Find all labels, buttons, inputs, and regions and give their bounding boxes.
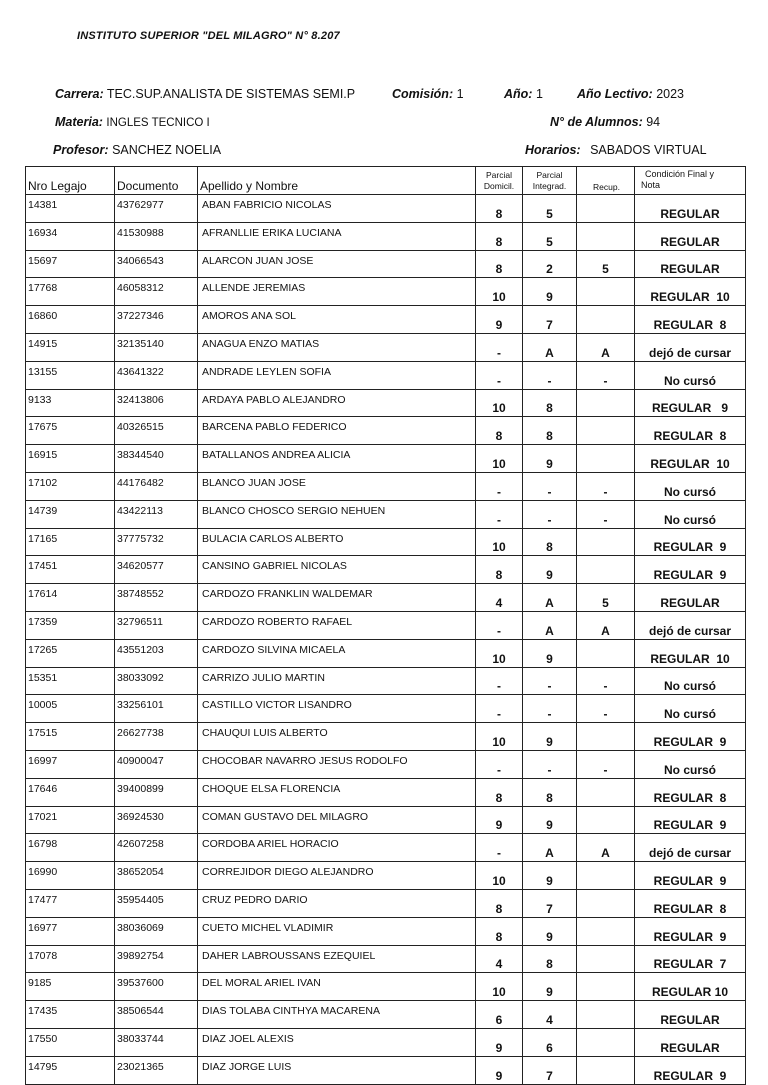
documento-cell: 43641322: [115, 361, 198, 389]
table-row: [26, 556, 746, 584]
nombre-cell: ANDRADE LEYLEN SOFIA: [198, 361, 476, 389]
parcial-integrad-cell: -: [523, 695, 577, 723]
recup-cell: [577, 639, 635, 667]
nombre-cell: CARRIZO JULIO MARTIN: [198, 667, 476, 695]
nombre-cell: ALARCON JUAN JOSE: [198, 250, 476, 278]
nombre-cell: AFRANLLIE ERIKA LUCIANA: [198, 222, 476, 250]
legajo-cell: 17768: [26, 278, 115, 306]
condicion-cell: No cursó: [635, 750, 746, 778]
table-row: [26, 639, 746, 667]
nombre-cell: BLANCO JUAN JOSE: [198, 472, 476, 500]
table-row: [26, 445, 746, 473]
recup-cell: A: [577, 333, 635, 361]
documento-cell: 40326515: [115, 417, 198, 445]
legajo-cell: 16798: [26, 834, 115, 862]
recup-cell: [577, 445, 635, 473]
legajo-cell: 17675: [26, 417, 115, 445]
nombre-cell: CANSINO GABRIEL NICOLAS: [198, 556, 476, 584]
nombre-cell: AMOROS ANA SOL: [198, 306, 476, 334]
col-header-parcial-integrad: Parcial Integrad.: [523, 167, 577, 195]
recup-cell: [577, 222, 635, 250]
legajo-cell: 17614: [26, 584, 115, 612]
parcial-domicil-cell: -: [476, 361, 523, 389]
lectivo-label: Año Lectivo:: [577, 87, 653, 101]
documento-cell: 38748552: [115, 584, 198, 612]
condicion-cell: REGULAR 10: [635, 639, 746, 667]
nombre-cell: BATALLANOS ANDREA ALICIA: [198, 445, 476, 473]
parcial-integrad-cell: -: [523, 667, 577, 695]
table-row: [26, 278, 746, 306]
col-header-condicion: Condición Final y Nota: [635, 167, 746, 195]
table-row: [26, 250, 746, 278]
table-row: [26, 500, 746, 528]
table-row: [26, 889, 746, 917]
recup-cell: [577, 389, 635, 417]
legajo-cell: 17646: [26, 778, 115, 806]
parcial-domicil-cell: 8: [476, 222, 523, 250]
legajo-cell: 17451: [26, 556, 115, 584]
condicion-cell: REGULAR 9: [635, 806, 746, 834]
documento-cell: 39892754: [115, 945, 198, 973]
recup-cell: [577, 1001, 635, 1029]
table-row: [26, 723, 746, 751]
recup-cell: -: [577, 695, 635, 723]
legajo-cell: 17265: [26, 639, 115, 667]
condicion-cell: REGULAR: [635, 1001, 746, 1029]
condicion-cell: dejó de cursar: [635, 834, 746, 862]
nombre-cell: CHOCOBAR NAVARRO JESUS RODOLFO: [198, 750, 476, 778]
profesor-field: [53, 143, 221, 157]
table-row: [26, 945, 746, 973]
carrera-value: TEC.SUP.ANALISTA DE SISTEMAS SEMI.P: [106, 87, 356, 101]
condicion-cell: REGULAR 9: [635, 862, 746, 890]
documento-cell: 26627738: [115, 723, 198, 751]
condicion-cell: REGULAR 8: [635, 889, 746, 917]
lectivo-value: 2023: [656, 87, 684, 101]
parcial-integrad-cell: 9: [523, 862, 577, 890]
nombre-cell: CARDOZO SILVINA MICAELA: [198, 639, 476, 667]
recup-cell: [577, 195, 635, 223]
table-row: [26, 750, 746, 778]
parcial-domicil-cell: 10: [476, 278, 523, 306]
legajo-cell: 17102: [26, 472, 115, 500]
parcial-integrad-cell: 7: [523, 889, 577, 917]
documento-cell: 38344540: [115, 445, 198, 473]
documento-cell: 41530988: [115, 222, 198, 250]
condicion-cell: REGULAR 7: [635, 945, 746, 973]
condicion-cell: REGULAR 8: [635, 778, 746, 806]
table-row: [26, 611, 746, 639]
documento-cell: 38036069: [115, 917, 198, 945]
condicion-cell: REGULAR 10: [635, 445, 746, 473]
parcial-integrad-cell: -: [523, 361, 577, 389]
parcial-integrad-cell: 8: [523, 389, 577, 417]
legajo-cell: 16977: [26, 917, 115, 945]
parcial-domicil-cell: 8: [476, 417, 523, 445]
parcial-domicil-cell: 8: [476, 917, 523, 945]
table-row: [26, 1056, 746, 1084]
recup-cell: [577, 417, 635, 445]
legajo-cell: 16990: [26, 862, 115, 890]
documento-cell: 37227346: [115, 306, 198, 334]
alumnos-field: [550, 115, 660, 129]
nombre-cell: DIAZ JOEL ALEXIS: [198, 1028, 476, 1056]
recup-cell: [577, 278, 635, 306]
documento-cell: 32135140: [115, 333, 198, 361]
parcial-integrad-cell: 2: [523, 250, 577, 278]
documento-cell: 35954405: [115, 889, 198, 917]
parcial-domicil-cell: 8: [476, 250, 523, 278]
parcial-integrad-cell: 9: [523, 723, 577, 751]
condicion-cell: dejó de cursar: [635, 611, 746, 639]
condicion-cell: No cursó: [635, 667, 746, 695]
nombre-cell: BLANCO CHOSCO SERGIO NEHUEN: [198, 500, 476, 528]
legajo-cell: 15697: [26, 250, 115, 278]
parcial-domicil-cell: -: [476, 500, 523, 528]
students-table: [25, 166, 746, 1085]
condicion-cell: REGULAR 9: [635, 528, 746, 556]
nombre-cell: CARDOZO ROBERTO RAFAEL: [198, 611, 476, 639]
legajo-cell: 17515: [26, 723, 115, 751]
recup-cell: A: [577, 611, 635, 639]
recup-cell: -: [577, 472, 635, 500]
condicion-cell: REGULAR 9: [635, 1056, 746, 1084]
parcial-integrad-cell: -: [523, 472, 577, 500]
nombre-cell: CHOQUE ELSA FLORENCIA: [198, 778, 476, 806]
condicion-cell: REGULAR 9: [635, 389, 746, 417]
recup-cell: [577, 945, 635, 973]
recup-cell: [577, 528, 635, 556]
legajo-cell: 16997: [26, 750, 115, 778]
condicion-cell: REGULAR 8: [635, 306, 746, 334]
parcial-domicil-cell: 8: [476, 778, 523, 806]
table-row: [26, 806, 746, 834]
table-row: [26, 667, 746, 695]
nombre-cell: CASTILLO VICTOR LISANDRO: [198, 695, 476, 723]
table-row: [26, 834, 746, 862]
table-row: [26, 417, 746, 445]
table-row: [26, 973, 746, 1001]
documento-cell: 23021365: [115, 1056, 198, 1084]
recup-cell: -: [577, 750, 635, 778]
nombre-cell: BARCENA PABLO FEDERICO: [198, 417, 476, 445]
parcial-domicil-cell: -: [476, 834, 523, 862]
parcial-integrad-cell: 9: [523, 556, 577, 584]
parcial-domicil-cell: 10: [476, 528, 523, 556]
parcial-domicil-cell: 4: [476, 945, 523, 973]
table-row: [26, 389, 746, 417]
parcial-domicil-cell: -: [476, 333, 523, 361]
documento-cell: 43551203: [115, 639, 198, 667]
documento-cell: 32413806: [115, 389, 198, 417]
documento-cell: 38506544: [115, 1001, 198, 1029]
documento-cell: 38652054: [115, 862, 198, 890]
table-row: [26, 862, 746, 890]
legajo-cell: 17477: [26, 889, 115, 917]
col-header-parcial-domicil: Parcial Domicil.: [476, 167, 523, 195]
recup-cell: [577, 862, 635, 890]
parcial-integrad-cell: 4: [523, 1001, 577, 1029]
parcial-domicil-cell: 10: [476, 862, 523, 890]
documento-cell: 43422113: [115, 500, 198, 528]
recup-cell: A: [577, 834, 635, 862]
parcial-domicil-cell: 9: [476, 1028, 523, 1056]
materia-value: INGLES TECNICO I: [106, 117, 210, 129]
parcial-integrad-cell: 8: [523, 528, 577, 556]
table-row: [26, 333, 746, 361]
parcial-integrad-cell: 6: [523, 1028, 577, 1056]
legajo-cell: 13155: [26, 361, 115, 389]
recup-cell: -: [577, 667, 635, 695]
parcial-domicil-cell: 10: [476, 639, 523, 667]
documento-cell: 46058312: [115, 278, 198, 306]
legajo-cell: 14915: [26, 333, 115, 361]
parcial-integrad-cell: -: [523, 500, 577, 528]
table-row: [26, 917, 746, 945]
documento-cell: 34066543: [115, 250, 198, 278]
parcial-integrad-cell: 7: [523, 1056, 577, 1084]
horarios-label: Horarios:: [525, 143, 581, 157]
materia-label: Materia:: [55, 115, 103, 129]
table-row: [26, 1028, 746, 1056]
recup-cell: [577, 723, 635, 751]
recup-cell: [577, 778, 635, 806]
comision-field: [392, 87, 464, 101]
recup-cell: 5: [577, 250, 635, 278]
nombre-cell: BULACIA CARLOS ALBERTO: [198, 528, 476, 556]
documento-cell: 44176482: [115, 472, 198, 500]
condicion-cell: REGULAR 10: [635, 973, 746, 1001]
nombre-cell: DIAS TOLABA CINTHYA MACARENA: [198, 1001, 476, 1029]
table-row: [26, 222, 746, 250]
nombre-cell: CUETO MICHEL VLADIMIR: [198, 917, 476, 945]
profesor-label: Profesor:: [53, 143, 109, 157]
condicion-cell: REGULAR: [635, 1028, 746, 1056]
documento-cell: 32796511: [115, 611, 198, 639]
nombre-cell: CRUZ PEDRO DARIO: [198, 889, 476, 917]
parcial-integrad-cell: 9: [523, 639, 577, 667]
alumnos-label: N° de Alumnos:: [550, 115, 643, 129]
parcial-integrad-cell: 9: [523, 445, 577, 473]
condicion-cell: No cursó: [635, 695, 746, 723]
legajo-cell: 14381: [26, 195, 115, 223]
legajo-cell: 14739: [26, 500, 115, 528]
parcial-integrad-cell: A: [523, 834, 577, 862]
legajo-cell: 17078: [26, 945, 115, 973]
anio-field: [504, 87, 543, 101]
parcial-integrad-cell: A: [523, 584, 577, 612]
table-row: [26, 195, 746, 223]
condicion-cell: No cursó: [635, 361, 746, 389]
documento-cell: 37775732: [115, 528, 198, 556]
table-row: [26, 361, 746, 389]
parcial-integrad-cell: 8: [523, 417, 577, 445]
recup-cell: [577, 806, 635, 834]
legajo-cell: 10005: [26, 695, 115, 723]
parcial-domicil-cell: 10: [476, 445, 523, 473]
documento-cell: 38033744: [115, 1028, 198, 1056]
legajo-cell: 15351: [26, 667, 115, 695]
table-row: [26, 778, 746, 806]
alumnos-value: 94: [646, 115, 661, 129]
condicion-cell: REGULAR 10: [635, 278, 746, 306]
parcial-integrad-cell: A: [523, 611, 577, 639]
legajo-cell: 16860: [26, 306, 115, 334]
recup-cell: [577, 917, 635, 945]
documento-cell: 34620577: [115, 556, 198, 584]
parcial-integrad-cell: 8: [523, 778, 577, 806]
parcial-integrad-cell: 5: [523, 222, 577, 250]
materia-field: [55, 115, 210, 129]
parcial-domicil-cell: 10: [476, 973, 523, 1001]
anio-label: Año:: [504, 87, 533, 101]
recup-cell: -: [577, 500, 635, 528]
parcial-integrad-cell: 7: [523, 306, 577, 334]
table-row: [26, 584, 746, 612]
condicion-cell: dejó de cursar: [635, 333, 746, 361]
table-row: [26, 695, 746, 723]
condicion-cell: REGULAR: [635, 222, 746, 250]
documento-cell: 33256101: [115, 695, 198, 723]
recup-cell: [577, 973, 635, 1001]
parcial-domicil-cell: 6: [476, 1001, 523, 1029]
parcial-domicil-cell: 8: [476, 556, 523, 584]
parcial-domicil-cell: 8: [476, 889, 523, 917]
legajo-cell: 17550: [26, 1028, 115, 1056]
table-row: [26, 472, 746, 500]
horarios-field: [525, 143, 707, 157]
parcial-domicil-cell: -: [476, 695, 523, 723]
institute-title: INSTITUTO SUPERIOR "DEL MILAGRO" N° 8.207: [77, 30, 340, 42]
legajo-cell: 17021: [26, 806, 115, 834]
parcial-domicil-cell: 4: [476, 584, 523, 612]
legajo-cell: 17435: [26, 1001, 115, 1029]
parcial-integrad-cell: A: [523, 333, 577, 361]
col-header-documento: Documento: [115, 167, 198, 195]
recup-cell: [577, 889, 635, 917]
parcial-domicil-cell: 9: [476, 806, 523, 834]
condicion-cell: No cursó: [635, 472, 746, 500]
profesor-value: SANCHEZ NOELIA: [112, 143, 222, 157]
condicion-cell: REGULAR 8: [635, 417, 746, 445]
condicion-cell: REGULAR: [635, 195, 746, 223]
documento-cell: 40900047: [115, 750, 198, 778]
legajo-cell: 17359: [26, 611, 115, 639]
comision-value: 1: [456, 87, 464, 101]
legajo-cell: 16934: [26, 222, 115, 250]
documento-cell: 39537600: [115, 973, 198, 1001]
parcial-domicil-cell: 8: [476, 195, 523, 223]
documento-cell: 43762977: [115, 195, 198, 223]
recup-cell: [577, 556, 635, 584]
lectivo-field: [577, 87, 684, 101]
documento-cell: 38033092: [115, 667, 198, 695]
recup-cell: [577, 1056, 635, 1084]
legajo-cell: 9133: [26, 389, 115, 417]
carrera-label: Carrera:: [55, 87, 104, 101]
nombre-cell: ABAN FABRICIO NICOLAS: [198, 195, 476, 223]
parcial-integrad-cell: 9: [523, 917, 577, 945]
table-header-row: [26, 167, 746, 195]
anio-value: 1: [535, 87, 543, 101]
condicion-cell: REGULAR 9: [635, 723, 746, 751]
horarios-value: SABADOS VIRTUAL: [590, 143, 707, 157]
nombre-cell: ANAGUA ENZO MATIAS: [198, 333, 476, 361]
parcial-domicil-cell: 10: [476, 389, 523, 417]
condicion-cell: No cursó: [635, 500, 746, 528]
documento-cell: 42607258: [115, 834, 198, 862]
recup-cell: [577, 306, 635, 334]
parcial-integrad-cell: 9: [523, 806, 577, 834]
legajo-cell: 17165: [26, 528, 115, 556]
condicion-cell: REGULAR 9: [635, 917, 746, 945]
parcial-integrad-cell: -: [523, 750, 577, 778]
recup-cell: -: [577, 361, 635, 389]
recup-cell: [577, 1028, 635, 1056]
parcial-domicil-cell: 9: [476, 1056, 523, 1084]
nombre-cell: CHAUQUI LUIS ALBERTO: [198, 723, 476, 751]
legajo-cell: 14795: [26, 1056, 115, 1084]
documento-cell: 39400899: [115, 778, 198, 806]
condicion-cell: REGULAR: [635, 250, 746, 278]
parcial-domicil-cell: -: [476, 750, 523, 778]
condicion-cell: REGULAR: [635, 584, 746, 612]
nombre-cell: CARDOZO FRANKLIN WALDEMAR: [198, 584, 476, 612]
parcial-domicil-cell: -: [476, 667, 523, 695]
parcial-integrad-cell: 9: [523, 973, 577, 1001]
nombre-cell: ALLENDE JEREMIAS: [198, 278, 476, 306]
nombre-cell: CORREJIDOR DIEGO ALEJANDRO: [198, 862, 476, 890]
table-row: [26, 306, 746, 334]
nombre-cell: ARDAYA PABLO ALEJANDRO: [198, 389, 476, 417]
table-row: [26, 1001, 746, 1029]
col-header-legajo: Nro Legajo: [26, 167, 115, 195]
parcial-domicil-cell: 9: [476, 306, 523, 334]
parcial-domicil-cell: 10: [476, 723, 523, 751]
nombre-cell: DEL MORAL ARIEL IVAN: [198, 973, 476, 1001]
nombre-cell: COMAN GUSTAVO DEL MILAGRO: [198, 806, 476, 834]
table-row: [26, 528, 746, 556]
recup-cell: 5: [577, 584, 635, 612]
condicion-cell: REGULAR 9: [635, 556, 746, 584]
comision-label: Comisión:: [392, 87, 454, 101]
documento-cell: 36924530: [115, 806, 198, 834]
parcial-integrad-cell: 5: [523, 195, 577, 223]
parcial-integrad-cell: 8: [523, 945, 577, 973]
legajo-cell: 9185: [26, 973, 115, 1001]
nombre-cell: CORDOBA ARIEL HORACIO: [198, 834, 476, 862]
parcial-integrad-cell: 9: [523, 278, 577, 306]
legajo-cell: 16915: [26, 445, 115, 473]
col-header-recup: Recup.: [577, 167, 635, 195]
nombre-cell: DIAZ JORGE LUIS: [198, 1056, 476, 1084]
parcial-domicil-cell: -: [476, 611, 523, 639]
nombre-cell: DAHER LABROUSSANS EZEQUIEL: [198, 945, 476, 973]
parcial-domicil-cell: -: [476, 472, 523, 500]
carrera-field: [55, 87, 355, 101]
col-header-nombre: Apellido y Nombre: [198, 167, 476, 195]
